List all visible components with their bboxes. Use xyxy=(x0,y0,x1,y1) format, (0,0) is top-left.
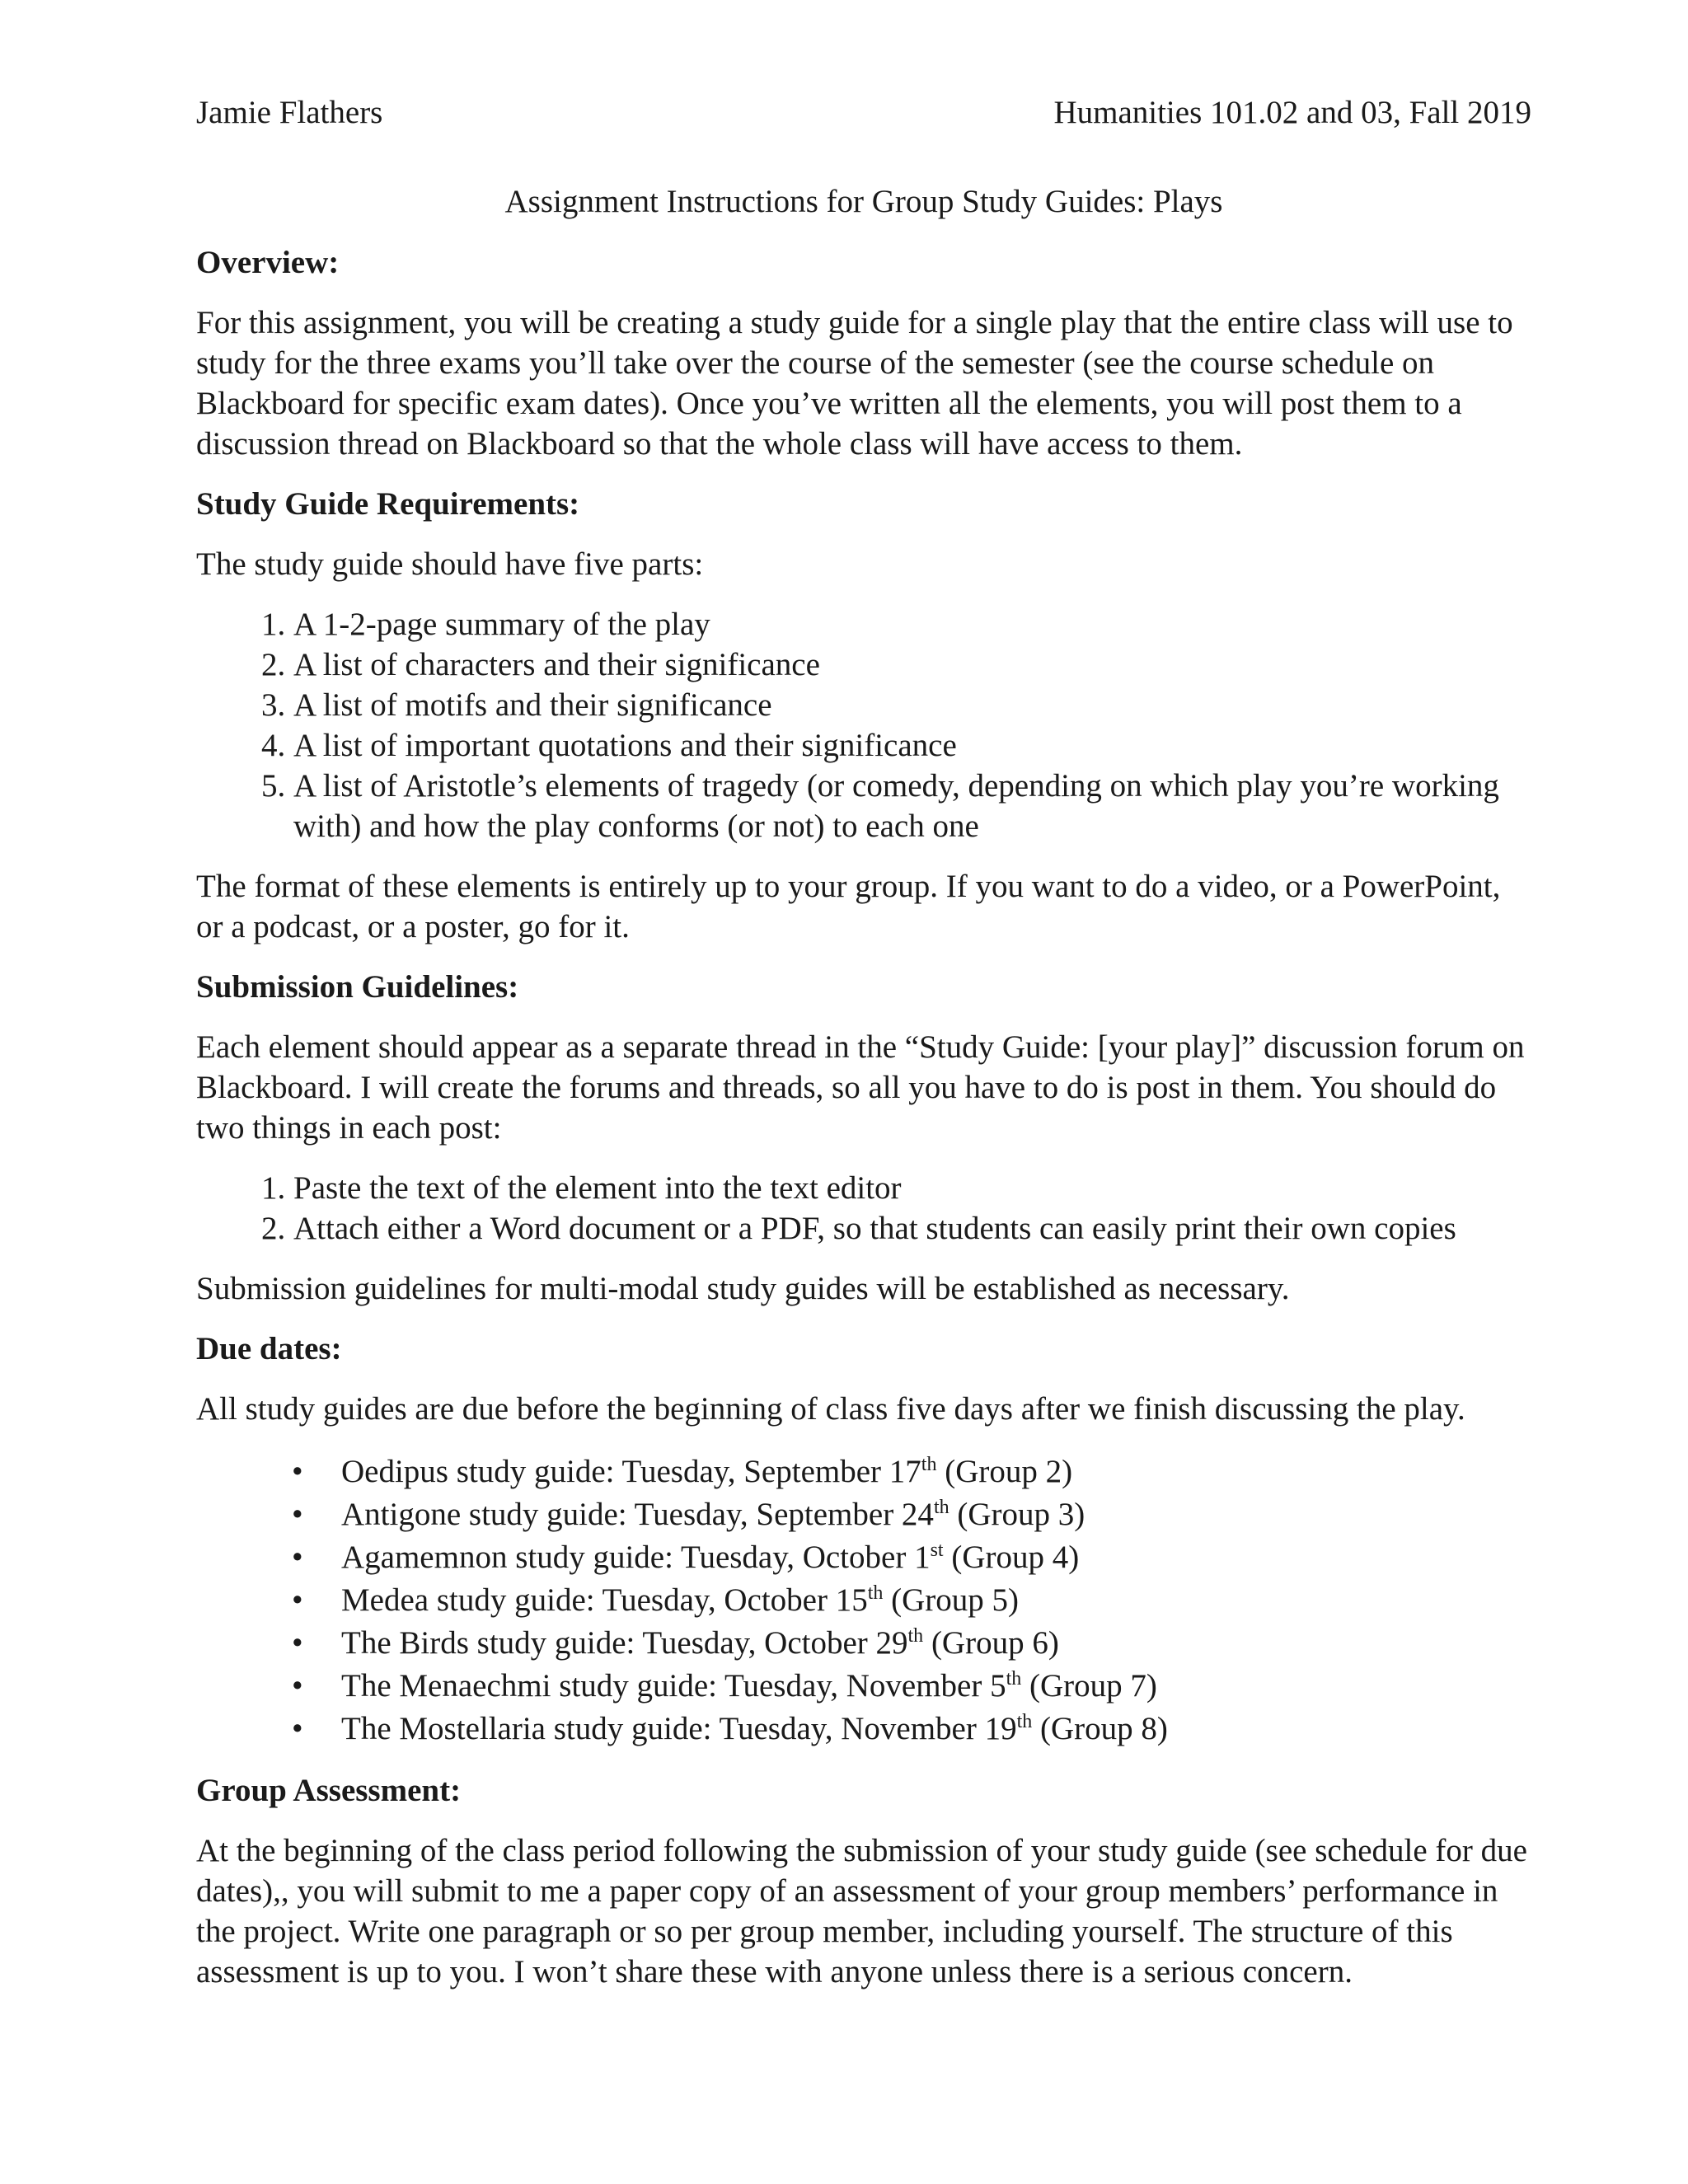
submission-section xyxy=(196,967,1531,1309)
assessment-heading: Group Assessment: xyxy=(196,1773,462,1808)
list-item: 5. A list of Aristotle’s elements of tragedy (or comedy, depending on which play you’re working with) and how the play conforms (or not) to each one xyxy=(293,766,1531,846)
page-header xyxy=(196,92,1531,142)
document-page xyxy=(196,92,1531,1992)
overview-text: For this assignment, you will be creating a study guide for a single play that the entire class will use to study for the three exams you’ll take over the course of the semester (see the course schedule on Blackboard for specific exam dates). Once you’ve written all the elements, you will post them to a discussion thread on Blackboard so that the whole class will have access to them. xyxy=(196,305,1513,462)
list-item: • The Menaechmi study guide: Tuesday, November 5th (Group 7) xyxy=(341,1665,1531,1708)
list-item: • Agamemnon study guide: Tuesday, October 1st (Group 4) xyxy=(341,1536,1531,1579)
due-dates-intro: All study guides are due before the beginning of class five days after we finish discussing the play. xyxy=(196,1391,1465,1427)
bullet-icon: • xyxy=(292,1711,303,1746)
course-name: Humanities 101.02 and 03, Fall 2019 xyxy=(1053,95,1531,130)
assessment-section xyxy=(196,1770,1531,1992)
overview-section xyxy=(196,242,1531,464)
bullet-icon: • xyxy=(292,1582,303,1618)
requirements-list xyxy=(196,604,1531,846)
requirements-intro: The study guide should have five parts: xyxy=(196,546,704,582)
list-item: • The Birds study guide: Tuesday, October 29th (Group 6) xyxy=(341,1622,1531,1665)
submission-heading: Submission Guidelines: xyxy=(196,969,519,1005)
format-note: The format of these elements is entirely up to your group. If you want to do a video, or a PowerPoint, or a podcast, or a poster, go for it. xyxy=(196,869,1501,944)
bullet-icon: • xyxy=(292,1625,303,1661)
requirements-section xyxy=(196,484,1531,947)
list-item: 1. Paste the text of the element into the text editor xyxy=(293,1168,1531,1208)
assessment-text: At the beginning of the class period following the submission of your study guide (see schedule for due dates),, you will submit to me a paper copy of an assessment of your group members’ performance in the project. Write one paragraph or so per group member, including yourself. The structure of this assessment is up to you. I won’t share these with anyone unless there is a serious concern. xyxy=(196,1833,1527,1990)
bullet-icon: • xyxy=(292,1497,303,1532)
bullet-icon: • xyxy=(292,1454,303,1489)
list-item: 4. A list of important quotations and their significance xyxy=(293,725,1531,766)
bullet-icon: • xyxy=(292,1540,303,1575)
submission-intro: Each element should appear as a separate thread in the “Study Guide: [your play]” discussion forum on Blackboard. I will create the forums and threads, so all you have to do is post in them. You should do two things in each post: xyxy=(196,1029,1525,1146)
due-dates-heading: Due dates: xyxy=(196,1331,342,1366)
list-item: • Medea study guide: Tuesday, October 15th (Group 5) xyxy=(341,1579,1531,1622)
overview-heading: Overview: xyxy=(196,245,340,280)
submission-list xyxy=(196,1168,1531,1249)
document-title: Assignment Instructions for Group Study Guides: Plays xyxy=(504,184,1223,219)
submission-note: Submission guidelines for multi-modal study guides will be established as necessary. xyxy=(196,1271,1290,1306)
list-item: 1. A 1-2-page summary of the play xyxy=(293,604,1531,644)
list-item: • Antigone study guide: Tuesday, September 24th (Group 3) xyxy=(341,1493,1531,1536)
author-name: Jamie Flathers xyxy=(196,95,383,130)
list-item: 2. Attach either a Word document or a PDF, so that students can easily print their own copies xyxy=(293,1208,1531,1249)
due-dates-section xyxy=(196,1329,1531,1750)
list-item: 3. A list of motifs and their significance xyxy=(293,685,1531,725)
list-item: 2. A list of characters and their significance xyxy=(293,644,1531,685)
list-item: • Oedipus study guide: Tuesday, September 17th (Group 2) xyxy=(341,1451,1531,1493)
requirements-heading: Study Guide Requirements: xyxy=(196,486,580,522)
bullet-icon: • xyxy=(292,1668,303,1704)
due-dates-list xyxy=(196,1451,1531,1750)
list-item: • The Mostellaria study guide: Tuesday, November 19th (Group 8) xyxy=(341,1708,1531,1750)
